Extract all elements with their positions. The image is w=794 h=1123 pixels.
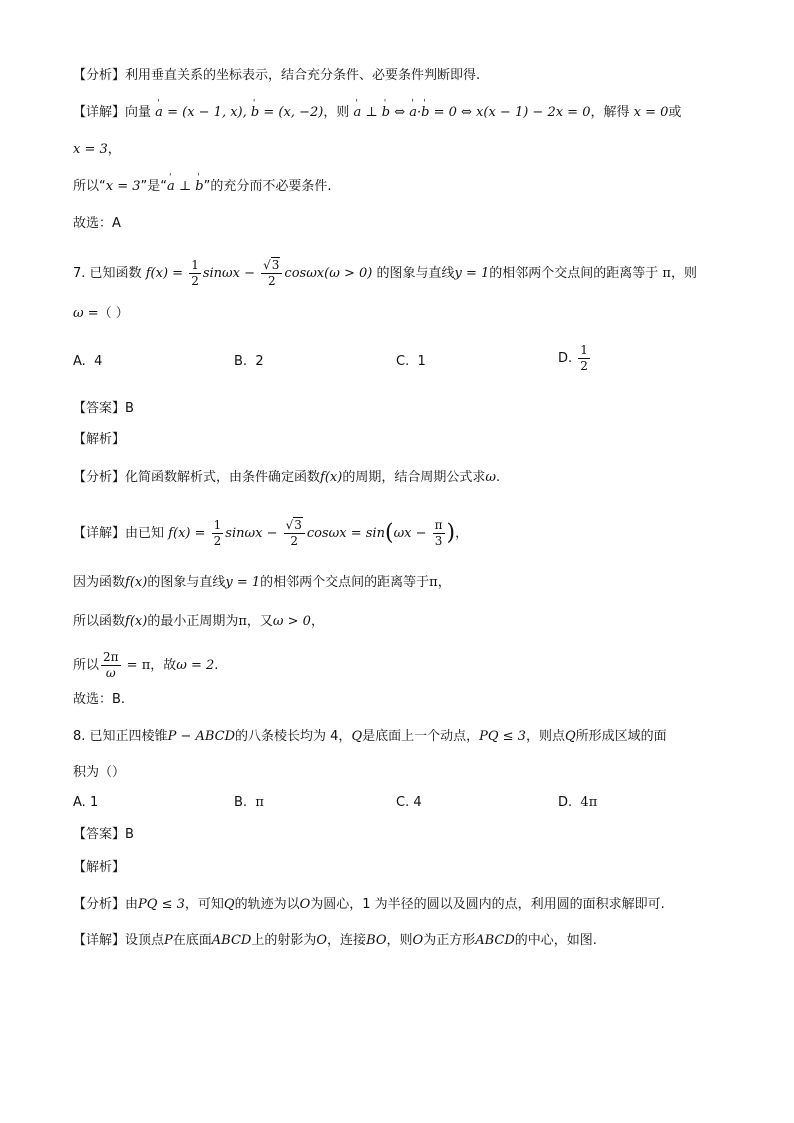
q6-analysis-line [73, 67, 480, 85]
q7-reason-line-2: 所以函数f(x)的最小正周期为π，又ω > 0， [73, 614, 324, 629]
analysis-tag: 【分析】 [73, 897, 126, 912]
formula-omega: ω [485, 470, 496, 485]
formula-vectors: ' a = (x − 1, x), ' b = (x, −2) [155, 105, 323, 120]
detail-tag: 【详解】 [73, 933, 126, 948]
formula-simplification: f(x) = $\frac{1}{2}$ sinωx − $\frac{√3}{2}$ cosωx = sin(ωx − $\frac{\pi}{3}$ ) [168, 518, 456, 548]
answer-tag: 【答案】 [73, 827, 126, 842]
q6-detail-line: 【详解】向量 ' a = (x − 1, x), ' b = (x, −2)，则 ' a ⊥ ' b ⇔ ' a·' b = 0 ⇔ x(x − 1) − 2x = 0，解得 x = 0或 [73, 104, 681, 122]
q7-solution-heading: 【解析】 [73, 432, 126, 447]
formula-base-abcd: ABCD [211, 933, 252, 948]
formula-line-y1: y = 1 [454, 266, 490, 281]
formula-pyramid: P − ABCD [167, 729, 236, 744]
q8-answer-line [73, 826, 134, 844]
formula-omega-positive: ω > 0 [272, 614, 311, 629]
q8-option-a: A. 1 [73, 795, 99, 810]
formula-point-p: P [164, 933, 173, 948]
q7-stem-line-2: ω =（ ） [73, 306, 129, 321]
analysis-tag: 【分析】 [73, 470, 126, 485]
q8-option-d: D. 4π [558, 795, 598, 810]
q7-stem-line: 7. 已知函数 f(x) = $\frac{1}{2}$ sinωx − $\frac{√3}{2}$ cosωx(ω > 0) 的图象与直线y = 1的相邻两个交点间的距离等于 π，则 [73, 258, 697, 288]
q7-option-d: D. $\frac{1}{2}$ [558, 343, 588, 373]
formula-point-q: Q [351, 729, 363, 744]
formula-x-eq-3: x = 3 [105, 179, 141, 194]
analysis-tag: 【分析】 [73, 68, 126, 83]
formula-period-equation: $\frac{2\pi}{\omega}$ [103, 650, 119, 680]
formula-pq-le-3: PQ ≤ 3 [138, 897, 185, 912]
formula-omega-result: ω = 2 [176, 658, 215, 673]
answer-value: B [125, 827, 134, 842]
q7-analysis-line: 【分析】化简函数解析式，由条件确定函数f(x)的周期，结合周期公式求ω. [73, 470, 501, 485]
formula-pi: π [429, 575, 438, 590]
q8-detail-line: 【详解】设顶点P在底面ABCD上的射影为O，连接BO，则O为正方形ABCD的中心，如图. [73, 933, 597, 948]
formula-pi: π [238, 614, 247, 629]
q6-conclusion-line: 所以“x = 3”是“' a ⊥ ' b”的充分而不必要条件. [73, 178, 331, 196]
formula-square-abcd: ABCD [475, 933, 515, 948]
question-number: 8. [73, 729, 86, 744]
detail-tag: 【详解】 [73, 526, 126, 541]
formula-point-o: O [412, 933, 424, 948]
analysis-text: 利用垂直关系的坐标表示，结合充分条件、必要条件判断即得. [125, 68, 481, 83]
q7-detail-line: 【详解】由已知 f(x) = $\frac{1}{2}$ sinωx − $\frac{√3}{2}$ cosωx = sin(ωx − $\frac{\pi}{3}$ )， [73, 518, 469, 548]
q7-choice-line: 故选：B. [73, 692, 126, 707]
formula-point-o: O [299, 897, 311, 912]
q8-option-c: C. 4 [396, 795, 422, 810]
q6-detail-line-2: x = 3， [73, 142, 121, 157]
formula-a-perp-b: ' a ⊥ ' b [167, 179, 204, 194]
q7-option-c: C. 1 [396, 354, 426, 369]
formula-fx: f(x) [320, 470, 343, 485]
q8-analysis-line: 【分析】由PQ ≤ 3，可知Q的轨迹为以O为圆心，1 为半径的圆以及圆内的点，利用圆的面积求解即可. [73, 897, 665, 912]
formula-pq-le-3: PQ ≤ 3 [479, 729, 526, 744]
formula-fx: f(x) [125, 614, 148, 629]
answer-tag: 【答案】 [73, 401, 126, 416]
formula-point-q: Q [223, 897, 235, 912]
formula-omega-eq: ω = [73, 306, 99, 321]
q8-stem-line: 8. 已知正四棱锥P − ABCD的八条棱长均为 4，Q是底面上一个动点，PQ ≤ 3，则点Q所形成区域的面 [73, 729, 667, 744]
formula-perp-equivalence: ' a ⊥ ' b ⇔ ' a·' b = 0 ⇔ x(x − 1) − 2x = 0 [353, 105, 590, 120]
formula-line-y1: y = 1 [225, 575, 261, 590]
formula-function-definition: f(x) = $\frac{1}{2}$ sinωx − $\frac{√3}{2}$ cosωx(ω > 0) [145, 258, 373, 288]
formula-segment-bo: BO [366, 933, 387, 948]
q7-reason-line-1: 因为函数f(x)的图象与直线y = 1的相邻两个交点间的距离等于π， [73, 575, 451, 590]
formula-point-o: O [316, 933, 328, 948]
q7-option-a: A. 4 [73, 354, 103, 369]
formula-x-three: x = 3 [73, 142, 108, 157]
q8-option-b: B. π [234, 795, 264, 810]
q8-solution-heading: 【解析】 [73, 860, 126, 875]
question-number: 7. [73, 266, 86, 281]
detail-tag: 【详解】 [73, 105, 126, 120]
q7-answer-line [73, 400, 134, 418]
answer-value: B [125, 401, 134, 416]
formula-x-zero: x = 0 [633, 105, 669, 120]
q7-option-b: B. 2 [234, 354, 264, 369]
formula-one-half: $\frac{1}{2}$ [580, 343, 588, 373]
q7-reason-line-3: 所以 $\frac{2\pi}{\omega}$ = π，故ω = 2. [73, 650, 219, 680]
formula-pi: π [662, 266, 671, 281]
q8-stem-line-2: 积为（） [73, 765, 126, 780]
q6-choice-line: 故选：A [73, 216, 121, 231]
formula-point-q: Q [564, 729, 576, 744]
formula-fx: f(x) [125, 575, 148, 590]
